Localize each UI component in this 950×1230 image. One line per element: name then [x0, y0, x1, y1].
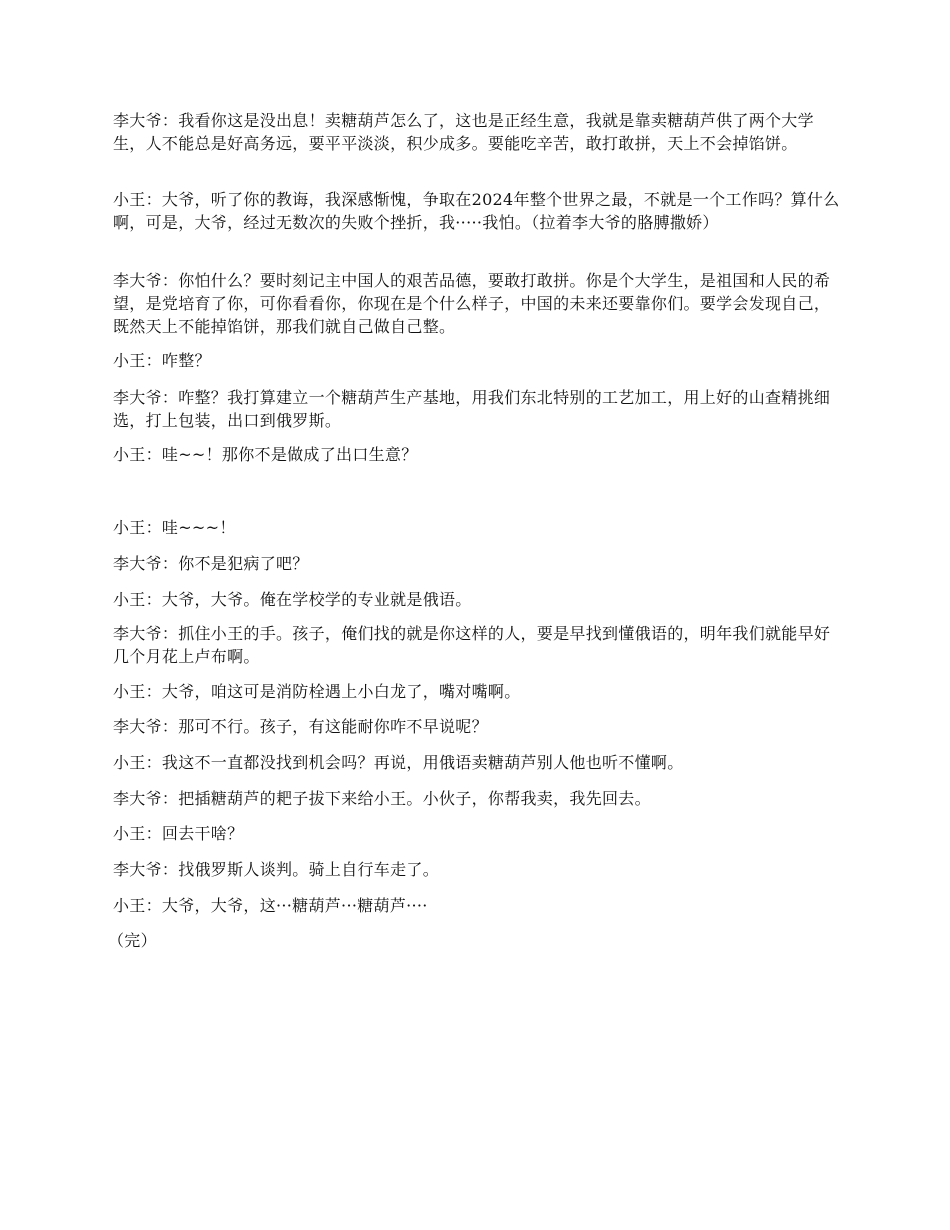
dialogue-paragraph: 李大爷：抓住小王的手。孩子，俺们找的就是你这样的人，要是早找到懂俄语的，明年我们就能早好几个月花上卢布啊。	[113, 624, 831, 666]
ending-mark: （完）	[108, 931, 157, 950]
dialogue-paragraph: 小王：哇~~~！	[113, 518, 236, 537]
dialogue-paragraph: 李大爷：找俄罗斯人谈判。骑上自行车走了。	[113, 860, 440, 879]
dialogue-paragraph: 李大爷：那可不行。孩子，有这能耐你咋不早说呢？	[113, 717, 488, 736]
dialogue-paragraph: 小王：哇~~！那你不是做成了出口生意？	[113, 445, 418, 464]
dialogue-paragraph: 李大爷：你怕什么？要时刻记主中国人的艰苦品德，要敢打敢拼。你是个大学生，是祖国和人民的希望，是党培育了你，可你看看你，你现在是个什么样子，中国的未来还要靠你们。要学会发现自己，既然天上不能掉馅饼，那我们就自己做自己整。	[113, 271, 831, 336]
dialogue-paragraph: 小王：大爷，咱这可是消防栓遇上小白龙了，嘴对嘴啊。	[113, 682, 521, 701]
dialogue-paragraph: 李大爷：把插糖葫芦的耙子拔下来给小王。小伙子，你帮我卖，我先回去。	[113, 789, 651, 808]
dialogue-paragraph: 李大爷：咋整？我打算建立一个糖葫芦生产基地，用我们东北特别的工艺加工，用上好的山查精挑细选，打上包装，出口到俄罗斯。	[113, 388, 831, 430]
dialogue-paragraph: 小王：回去干啥？	[113, 824, 244, 843]
dialogue-paragraph: 小王：我这不一直都没找到机会吗？再说，用俄语卖糖葫芦别人他也听不懂啊。	[113, 753, 684, 772]
dialogue-paragraph: 李大爷：你不是犯病了吧？	[113, 554, 309, 573]
dialogue-paragraph: 小王：大爷，大爷。俺在学校学的专业就是俄语。	[113, 590, 472, 609]
dialogue-paragraph: 小王：咋整？	[113, 351, 211, 370]
dialogue-paragraph: 李大爷：我看你这是没出息！卖糖葫芦怎么了，这也是正经生意，我就是靠卖糖葫芦供了两个大学生，人不能总是好高务远，要平平淡淡，积少成多。要能吃辛苦，敢打敢拼，天上不会掉馅饼。	[113, 111, 814, 153]
dialogue-paragraph: 小王：大爷，大爷，这···糖葫芦···糖葫芦····	[113, 896, 428, 915]
dialogue-paragraph: 小王：大爷，听了你的教诲，我深感惭愧，争取在2024年整个世界之最，不就是一个工作吗？算什么啊，可是，大爷，经过无数次的失败个挫折，我·····我怕。（拉着李大爷的胳膊撒娇）	[113, 190, 840, 232]
